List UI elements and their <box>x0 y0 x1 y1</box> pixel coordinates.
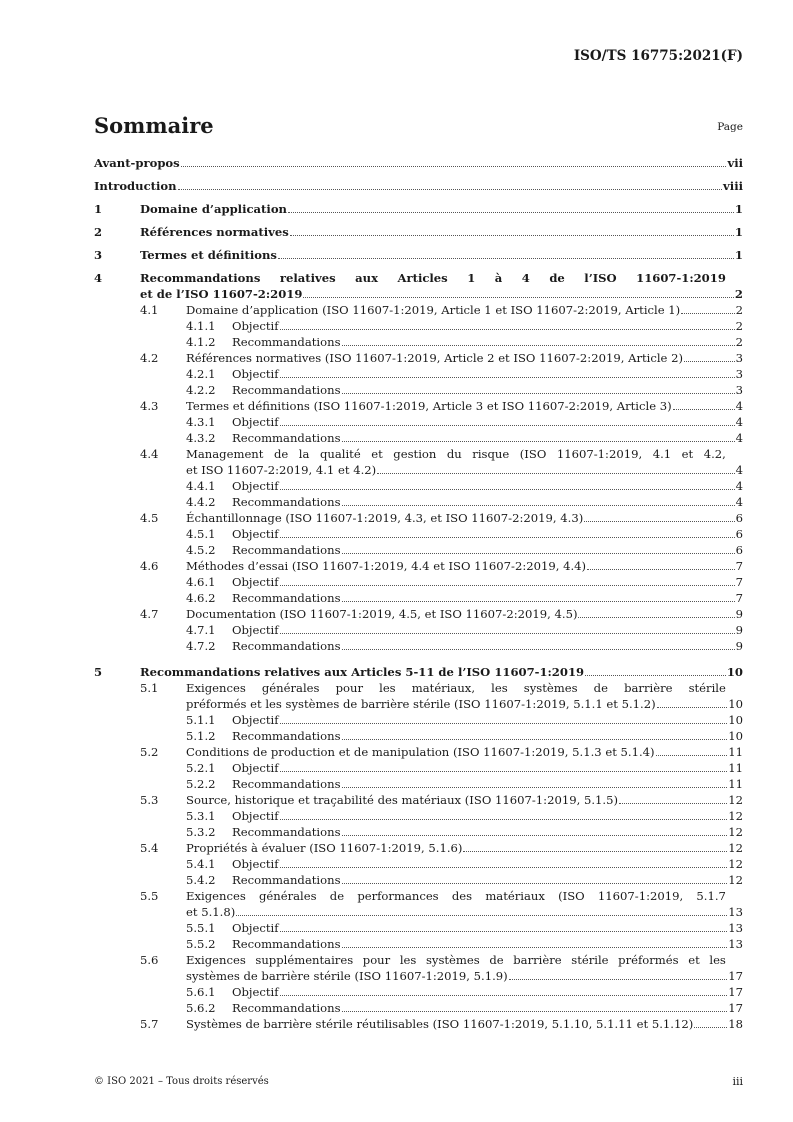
toc-label: Termes et définitions <box>140 248 277 262</box>
toc-page: 18 <box>728 1017 743 1031</box>
toc-item-entry[interactable] <box>94 334 743 350</box>
toc-subsection-entry[interactable] <box>94 558 743 574</box>
toc-number: 5.7 <box>140 1017 159 1031</box>
toc-number: 5.6 <box>140 953 159 967</box>
toc-label: systèmes de barrière stérile (ISO 11607-1:2019, 5.1.9) <box>186 969 508 983</box>
toc-label: Objectif <box>232 575 279 589</box>
toc-subsection-entry-continued[interactable] <box>94 968 743 984</box>
toc-page: 10 <box>728 697 743 711</box>
toc-label: Objectif <box>232 623 279 637</box>
toc-page: 12 <box>728 825 743 839</box>
toc-number: 4.5 <box>140 511 159 525</box>
toc-subsection-entry[interactable] <box>94 398 743 414</box>
toc-item-entry[interactable] <box>94 414 743 430</box>
toc-number: 4 <box>94 271 103 285</box>
toc-item-entry[interactable] <box>94 920 743 936</box>
toc-number: 5.5.2 <box>186 937 216 951</box>
toc-label: Objectif <box>232 809 279 823</box>
table-of-contents <box>94 155 743 1032</box>
document-id: ISO/TS 16775:2021(F) <box>573 48 743 64</box>
toc-number: 5.5 <box>140 889 159 903</box>
toc-number: 4.1.2 <box>186 335 216 349</box>
toc-page: 7 <box>735 559 743 573</box>
toc-item-entry[interactable] <box>94 526 743 542</box>
toc-number: 4.4.2 <box>186 495 216 509</box>
toc-number: 5.4.2 <box>186 873 216 887</box>
toc-page: 1 <box>734 202 743 216</box>
toc-number: 4.1.1 <box>186 319 216 333</box>
toc-number: 5.6.2 <box>186 1001 216 1015</box>
toc-number: 4.6 <box>140 559 159 573</box>
toc-number: 4.2.1 <box>186 367 216 381</box>
toc-item-entry[interactable] <box>94 430 743 446</box>
toc-label: Références normatives (ISO 11607-1:2019, Article 2 et ISO 11607-2:2019, Article 2) <box>186 351 683 365</box>
toc-page: 4 <box>735 495 743 509</box>
toc-item-entry[interactable] <box>94 856 743 872</box>
toc-item-entry[interactable] <box>94 776 743 792</box>
toc-item-entry[interactable] <box>94 478 743 494</box>
toc-label: Recommandations <box>232 729 341 743</box>
toc-label: Exigences supplémentaires pour les systèmes de barrière stérile préformés et les <box>186 953 726 967</box>
toc-page: 11 <box>728 745 743 759</box>
toc-item-entry[interactable] <box>94 590 743 606</box>
toc-number: 5 <box>94 665 103 679</box>
footer-page-number: iii <box>732 1075 743 1088</box>
toc-number: 5.1.1 <box>186 713 216 727</box>
toc-label: Objectif <box>232 415 279 429</box>
toc-page: 13 <box>728 937 743 951</box>
toc-entry-section-4-line1[interactable] <box>94 270 743 286</box>
toc-label: Domaine d’application <box>140 202 287 216</box>
toc-label: Objectif <box>232 921 279 935</box>
toc-number: 4.5.1 <box>186 527 216 541</box>
toc-number: 4.3.2 <box>186 431 216 445</box>
toc-label: et ISO 11607-2:2019, 4.1 et 4.2) <box>186 463 377 477</box>
toc-number: 1 <box>94 202 103 216</box>
toc-label: Systèmes de barrière stérile réutilisables (ISO 11607-1:2019, 5.1.10, 5.1.11 et 5.1.12) <box>186 1017 694 1031</box>
footer-copyright: © ISO 2021 – Tous droits réservés <box>94 1076 269 1087</box>
toc-entry-section-4-line2[interactable] <box>94 286 743 302</box>
toc-page: 4 <box>735 399 743 413</box>
toc-section-4 <box>94 270 743 654</box>
toc-item-entry[interactable] <box>94 494 743 510</box>
toc-label: Introduction <box>94 179 177 193</box>
toc-number: 4.2 <box>140 351 159 365</box>
page-title: Sommaire <box>94 113 214 138</box>
toc-label: et 5.1.8) <box>186 905 236 919</box>
toc-item-entry[interactable] <box>94 638 743 654</box>
toc-page: 10 <box>728 729 743 743</box>
toc-subsection-entry[interactable] <box>94 446 743 462</box>
toc-number: 4.4 <box>140 447 159 461</box>
toc-number: 4.3.1 <box>186 415 216 429</box>
toc-page: 12 <box>728 809 743 823</box>
toc-label: Documentation (ISO 11607-1:2019, 4.5, et ISO 11607-2:2019, 4.5) <box>186 607 578 621</box>
toc-page: 2 <box>735 335 743 349</box>
toc-page: 17 <box>728 969 743 983</box>
toc-item-entry[interactable] <box>94 936 743 952</box>
toc-entry-section-2[interactable] <box>94 224 743 240</box>
toc-number: 5.2 <box>140 745 159 759</box>
toc-number: 4.2.2 <box>186 383 216 397</box>
toc-page: 12 <box>728 793 743 807</box>
toc-label: Exigences générales pour les matériaux, les systèmes de barrière stérile <box>186 681 726 695</box>
toc-label: Exigences générales de performances des matériaux (ISO 11607-1:2019, 5.1.7 <box>186 889 726 903</box>
toc-label: Recommandations <box>232 777 341 791</box>
toc-number: 4.7.1 <box>186 623 216 637</box>
toc-subsection-entry[interactable] <box>94 792 743 808</box>
toc-label: Source, historique et traçabilité des matériaux (ISO 11607-1:2019, 5.1.5) <box>186 793 618 807</box>
toc-page: 9 <box>735 623 743 637</box>
toc-number: 5.3 <box>140 793 159 807</box>
toc-item-entry[interactable] <box>94 622 743 638</box>
toc-entry-avant-propos[interactable] <box>94 155 743 171</box>
toc-section-5-subsections <box>94 680 743 1032</box>
toc-label: Recommandations <box>232 335 341 349</box>
toc-item-entry[interactable] <box>94 824 743 840</box>
toc-subsection-entry[interactable] <box>94 302 743 318</box>
toc-item-entry[interactable] <box>94 1000 743 1016</box>
toc-number: 2 <box>94 225 103 239</box>
toc-item-entry[interactable] <box>94 574 743 590</box>
toc-subsection-entry[interactable] <box>94 888 743 904</box>
toc-page: 7 <box>735 591 743 605</box>
toc-page: 1 <box>734 248 743 262</box>
toc-page: 10 <box>726 665 743 679</box>
toc-label: Domaine d’application (ISO 11607-1:2019, Article 1 et ISO 11607-2:2019, Article 1) <box>186 303 681 317</box>
page-column-label: Page <box>717 121 743 133</box>
toc-page: 12 <box>728 857 743 871</box>
toc-item-entry[interactable] <box>94 728 743 744</box>
toc-page: 10 <box>728 713 743 727</box>
toc-label: Objectif <box>232 319 279 333</box>
toc-number: 4.6.1 <box>186 575 216 589</box>
toc-item-entry[interactable] <box>94 382 743 398</box>
toc-label: Objectif <box>232 857 279 871</box>
toc-page: 4 <box>735 463 743 477</box>
toc-label: Objectif <box>232 479 279 493</box>
toc-page: 2 <box>734 287 743 301</box>
toc-subsection-entry-continued[interactable] <box>94 696 743 712</box>
toc-page: 3 <box>735 383 743 397</box>
toc-page: 1 <box>734 225 743 239</box>
toc-section-4-subsections <box>94 302 743 654</box>
toc-label: Recommandations <box>232 825 341 839</box>
toc-page: 11 <box>728 777 743 791</box>
toc-label: Recommandations relatives aux Articles 5-11 de l’ISO 11607-1:2019 <box>140 665 585 679</box>
toc-label: préformés et les systèmes de barrière stérile (ISO 11607-1:2019, 5.1.1 et 5.1.2) <box>186 697 656 711</box>
toc-label: Échantillonnage (ISO 11607-1:2019, 4.3, et ISO 11607-2:2019, 4.3) <box>186 511 584 525</box>
toc-page: 3 <box>735 367 743 381</box>
toc-label: Objectif <box>232 367 279 381</box>
toc-page: viii <box>723 179 743 193</box>
toc-label: Recommandations <box>232 1001 341 1015</box>
toc-number: 5.1 <box>140 681 159 695</box>
toc-label: Méthodes d’essai (ISO 11607-1:2019, 4.4 et ISO 11607-2:2019, 4.4) <box>186 559 587 573</box>
toc-label: Recommandations relatives aux Articles 1 à 4 de l’ISO 11607-1:2019 <box>140 271 726 285</box>
toc-label: Références normatives <box>140 225 289 239</box>
toc-subsection-entry[interactable] <box>94 680 743 696</box>
toc-number: 4.6.2 <box>186 591 216 605</box>
toc-entry-section-3[interactable] <box>94 247 743 263</box>
toc-label: Objectif <box>232 761 279 775</box>
toc-entry-introduction[interactable] <box>94 178 743 194</box>
toc-page: 2 <box>735 319 743 333</box>
toc-page: 13 <box>728 905 743 919</box>
toc-page: 13 <box>728 921 743 935</box>
toc-item-entry[interactable] <box>94 872 743 888</box>
toc-number: 4.1 <box>140 303 159 317</box>
toc-label: Recommandations <box>232 431 341 445</box>
toc-number: 5.3.1 <box>186 809 216 823</box>
toc-item-entry[interactable] <box>94 760 743 776</box>
toc-number: 5.2.2 <box>186 777 216 791</box>
toc-page: 7 <box>735 575 743 589</box>
toc-page: 12 <box>728 873 743 887</box>
toc-number: 4.7 <box>140 607 159 621</box>
toc-item-entry[interactable] <box>94 712 743 728</box>
toc-label: Propriétés à évaluer (ISO 11607-1:2019, 5.1.6) <box>186 841 463 855</box>
toc-page: 4 <box>735 415 743 429</box>
toc-page: 4 <box>735 479 743 493</box>
toc-subsection-entry-continued[interactable] <box>94 904 743 920</box>
toc-label: Objectif <box>232 713 279 727</box>
toc-page: 4 <box>735 431 743 445</box>
toc-label: Avant-propos <box>94 156 180 170</box>
toc-label: Conditions de production et de manipulation (ISO 11607-1:2019, 5.1.3 et 5.1.4) <box>186 745 655 759</box>
toc-subsection-entry[interactable] <box>94 840 743 856</box>
toc-item-entry[interactable] <box>94 984 743 1000</box>
toc-label: Recommandations <box>232 591 341 605</box>
toc-page: 2 <box>735 303 743 317</box>
toc-number: 4.7.2 <box>186 639 216 653</box>
toc-page: 3 <box>735 351 743 365</box>
toc-page: 9 <box>735 639 743 653</box>
toc-subsection-entry-continued[interactable] <box>94 462 743 478</box>
toc-label: Recommandations <box>232 383 341 397</box>
toc-label: Objectif <box>232 527 279 541</box>
toc-subsection-entry[interactable] <box>94 606 743 622</box>
toc-page: 6 <box>735 511 743 525</box>
toc-subsection-entry[interactable] <box>94 510 743 526</box>
toc-subsection-entry[interactable] <box>94 744 743 760</box>
toc-page: 17 <box>728 985 743 999</box>
toc-page: 9 <box>735 607 743 621</box>
toc-page: 11 <box>728 761 743 775</box>
toc-item-entry[interactable] <box>94 542 743 558</box>
toc-entry-section-5[interactable] <box>94 664 743 680</box>
toc-number: 5.4 <box>140 841 159 855</box>
toc-label: Recommandations <box>232 937 341 951</box>
toc-subsection-entry[interactable] <box>94 350 743 366</box>
toc-label: et de l’ISO 11607-2:2019 <box>140 287 303 301</box>
toc-number: 5.5.1 <box>186 921 216 935</box>
toc-item-entry[interactable] <box>94 808 743 824</box>
toc-number: 5.2.1 <box>186 761 216 775</box>
toc-page: 12 <box>728 841 743 855</box>
toc-number: 4.4.1 <box>186 479 216 493</box>
toc-number: 5.4.1 <box>186 857 216 871</box>
toc-label: Recommandations <box>232 495 341 509</box>
toc-number: 5.6.1 <box>186 985 216 999</box>
toc-label: Recommandations <box>232 873 341 887</box>
toc-number: 3 <box>94 248 103 262</box>
toc-item-entry[interactable] <box>94 318 743 334</box>
toc-entry-section-1[interactable] <box>94 201 743 217</box>
toc-subsection-entry[interactable] <box>94 952 743 968</box>
toc-number: 5.1.2 <box>186 729 216 743</box>
toc-subsection-entry[interactable] <box>94 1016 743 1032</box>
toc-label: Recommandations <box>232 639 341 653</box>
toc-label: Objectif <box>232 985 279 999</box>
toc-page: 6 <box>735 543 743 557</box>
toc-number: 4.5.2 <box>186 543 216 557</box>
toc-number: 5.3.2 <box>186 825 216 839</box>
toc-number: 4.3 <box>140 399 159 413</box>
toc-label: Termes et définitions (ISO 11607-1:2019, Article 3 et ISO 11607-2:2019, Article 3) <box>186 399 672 413</box>
toc-label: Management de la qualité et gestion du risque (ISO 11607-1:2019, 4.1 et 4.2, <box>186 447 726 461</box>
toc-page: 17 <box>728 1001 743 1015</box>
toc-label: Recommandations <box>232 543 341 557</box>
toc-page: vii <box>727 156 743 170</box>
toc-page: 6 <box>735 527 743 541</box>
toc-section-5 <box>94 664 743 1032</box>
toc-item-entry[interactable] <box>94 366 743 382</box>
